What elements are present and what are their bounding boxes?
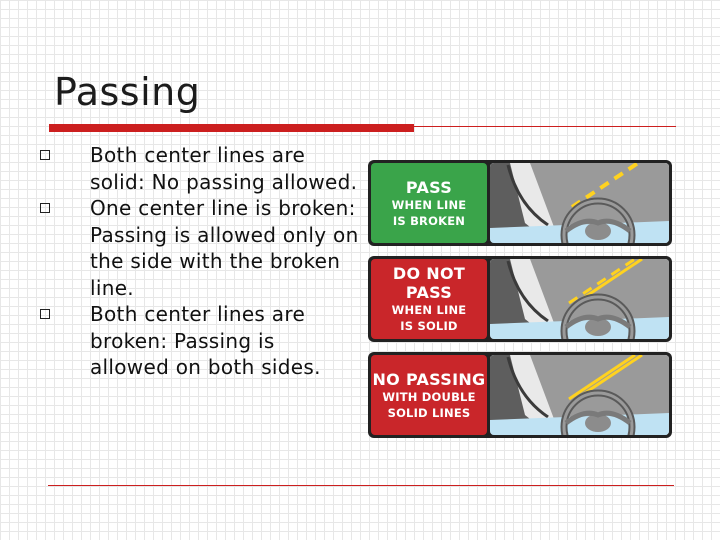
road-scene-image — [490, 259, 669, 339]
sign-main-text: DO NOT PASS — [392, 264, 466, 302]
footer-rule — [48, 485, 674, 486]
bullet-item — [40, 195, 360, 301]
sign-sub-text: IS BROKEN — [392, 213, 466, 228]
bullet-text: Both center lines are solid: No passing allowed. — [90, 143, 358, 194]
slide-title: Passing — [54, 70, 201, 114]
pass-sign — [371, 163, 487, 243]
title-underline — [49, 124, 414, 132]
bullet-item — [40, 142, 360, 195]
square-bullet-icon — [40, 203, 50, 213]
no-passing-sign — [371, 355, 487, 435]
sign-sub-text: WHEN LINE — [391, 303, 467, 317]
square-bullet-icon — [40, 150, 50, 160]
sign-sub-text: WHEN LINE — [391, 197, 467, 212]
do-not-pass-sign — [371, 259, 487, 339]
no-passing-sign-panel — [368, 352, 672, 438]
sign-main-text: PASS — [405, 177, 453, 197]
sign-sub-text: WITH DOUBLE — [382, 389, 476, 404]
title-rule — [414, 126, 676, 127]
road-scene-image — [490, 355, 669, 435]
do-not-pass-sign-panel — [368, 256, 672, 342]
pass-sign-panel — [368, 160, 672, 246]
bullet-item — [40, 301, 360, 381]
bullet-text: One center line is broken: Passing is allowed only on the side with the broken line. — [90, 196, 359, 300]
square-bullet-icon — [40, 309, 50, 319]
sign-sub-text: SOLID LINES — [387, 405, 471, 420]
sign-main-text: NO PASSING — [372, 369, 486, 389]
bullet-text: Both center lines are broken: Passing is allowed on both sides. — [90, 302, 321, 379]
sign-sub-text: IS SOLID — [400, 319, 458, 333]
road-scene-image — [490, 163, 669, 243]
bullet-list — [40, 142, 360, 381]
